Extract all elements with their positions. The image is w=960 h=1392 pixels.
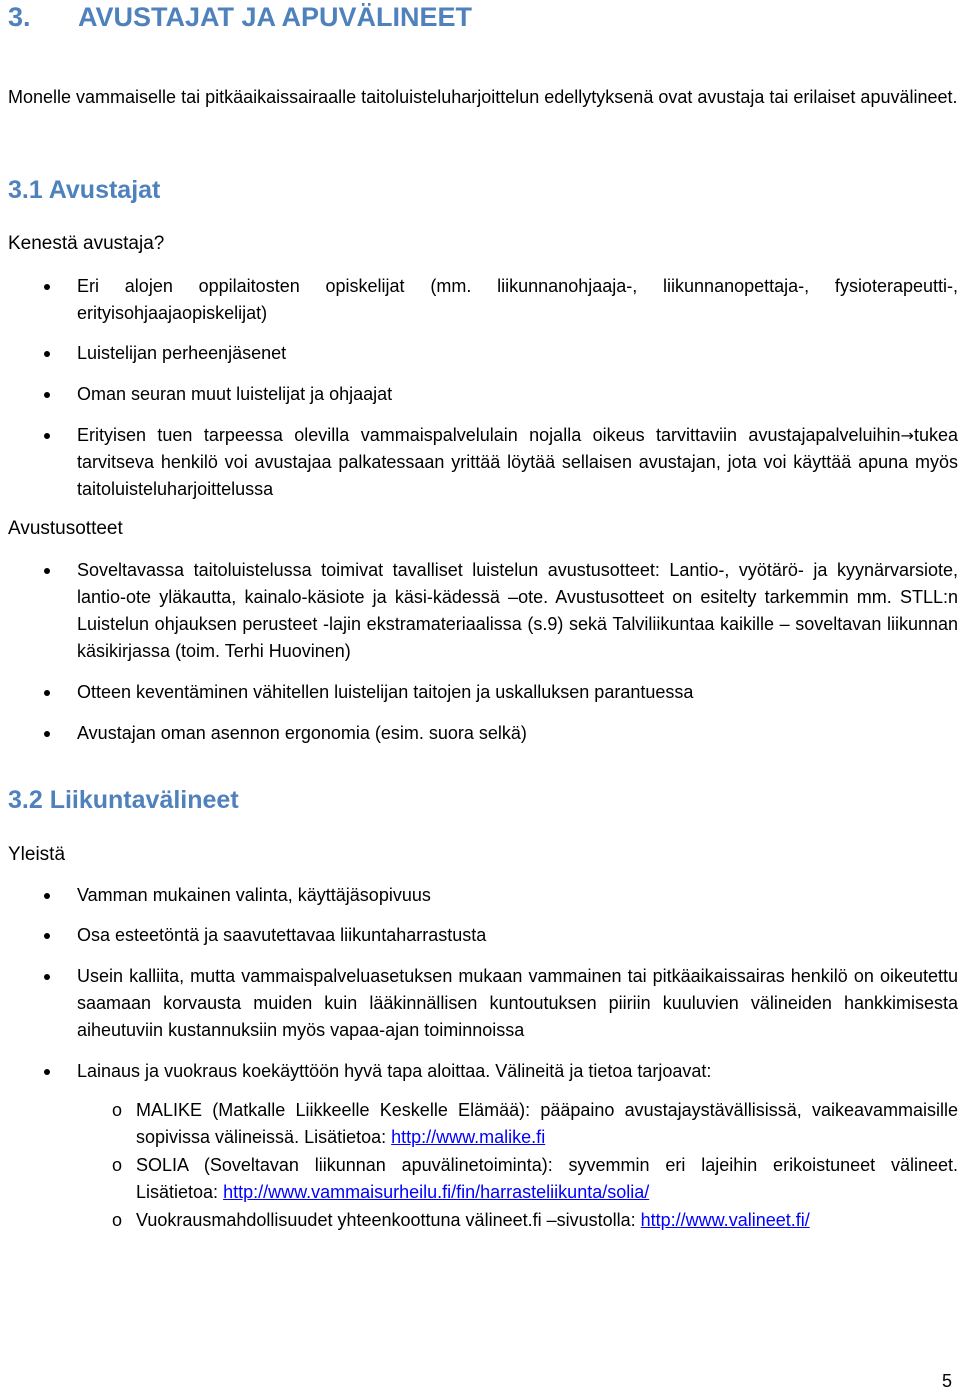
malike-link[interactable]: http://www.malike.fi [391, 1127, 546, 1147]
chapter-heading [8, 1, 472, 33]
bullet-icon [44, 1069, 50, 1075]
section-2-title: 3.2 Liikuntavälineet [8, 786, 239, 814]
list-item [8, 381, 958, 408]
circle-bullet-icon: o [112, 1210, 123, 1230]
who-heading: Kenestä avustaja? [8, 233, 165, 254]
bullet-icon [44, 568, 50, 574]
grips-heading: Avustusotteet [8, 518, 123, 539]
list-item [8, 557, 958, 665]
sub-item-text: MALIKE (Matkalle Liikkeelle Keskelle Elämää): pääpaino avustajaystävällisissä, vaikeavammaisille sopivissa välineissä. Lisätietoa: [136, 1100, 958, 1147]
sub-list-item-text [136, 1152, 958, 1206]
list-item-text [77, 422, 958, 503]
list-item-text: Eri alojen oppilaitosten opiskelijat (mm. liikunnanohjaaja-, liikunnanopettaja-, fysioterapeutti-, erityisohjaajaopiskelijat) [77, 276, 958, 323]
special-item-end: tukea tarvitseva henkilö voi avustajaa palkatessaan yrittää löytää sellaisen avustajan, jota voi käyttää apuna myös taitoluisteluharjoittelussa [77, 425, 958, 499]
bullet-icon [44, 690, 50, 696]
solia-link[interactable]: http://www.vammaisurheilu.fi/fin/harrasteliikunta/solia/ [223, 1182, 650, 1202]
list-item-text: Soveltavassa taitoluistelussa toimivat tavalliset luistelun avustusotteet: Lantio-, vyötärö- ja kyynärvarsiote, lantio-ote yläkautta, kainalo-käsiote ja käsi-kädessä –ote. Avustusotteet on esitelty tarkemmin mm. STLL:n Luistelun ohjauksen perusteet -lajin ekstramateriaalissa (s.9) sekä Talviliikuntaa kaikille – soveltavan liikunnan käsikirjassa (toim. Terhi Huovinen) [77, 560, 958, 661]
list-item [8, 340, 958, 367]
list-item-text: Otteen keventäminen vähitellen luistelijan taitojen ja uskalluksen parantuessa [77, 682, 694, 702]
sub-item-text: Vuokrausmahdollisuudet yhteenkoottuna välineet.fi –sivustolla: [136, 1210, 641, 1230]
page-number: 5 [941, 1371, 952, 1391]
sub-list-item-text [136, 1097, 958, 1151]
chapter-number: 3. [8, 2, 31, 32]
list-item [8, 882, 958, 909]
section-1-title: 3.1 Avustajat [8, 176, 161, 204]
intro-paragraph: Monelle vammaiselle tai pitkäaikaissairaalle taitoluisteluharjoittelun edellytyksenä ovat avustaja tai erilaiset apuvälineet. [8, 87, 958, 107]
sub-list-item [112, 1152, 958, 1206]
list-item [8, 1058, 958, 1085]
bullet-icon [44, 284, 50, 290]
bullet-icon [44, 433, 50, 439]
sub-list-item [112, 1207, 958, 1234]
list-item [8, 922, 958, 949]
circle-bullet-icon: o [112, 1100, 123, 1120]
bullet-icon [44, 731, 50, 737]
bullet-icon [44, 893, 50, 899]
list-item-text: Osa esteetöntä ja saavutettavaa liikuntaharrastusta [77, 925, 487, 945]
sub-item-text: SOLIA (Soveltavan liikunnan apuvälinetoiminta): syvemmin eri lajeihin erikoistuneet välineet. Lisätietoa: [136, 1155, 958, 1202]
list-item [8, 720, 958, 747]
sub-list-item [112, 1097, 958, 1151]
list-item-text: Avustajan oman asennon ergonomia (esim. suora selkä) [77, 723, 527, 743]
list-item-text: Usein kalliita, mutta vammaispalveluasetuksen mukaan vammainen tai pitkäaikaissairas henkilö on oikeutettu saamaan korvausta muiden kuin lääkinnällisen kuntoutuksen piiriin kuuluvien välineiden hankkimisesta aiheutuviin kustannuksiin myös vapaa-ajan toiminnoissa [77, 966, 958, 1040]
list-item-text: Oman seuran muut luistelijat ja ohjaajat [77, 384, 393, 404]
special-item-start: Erityisen tuen tarpeessa olevilla vammaispalvelulain nojalla oikeus tarvittaviin avustajapalveluihin [77, 425, 901, 445]
list-item [8, 963, 958, 1044]
bullet-icon [44, 933, 50, 939]
circle-bullet-icon: o [112, 1155, 123, 1175]
valineet-link[interactable]: http://www.valineet.fi/ [640, 1210, 810, 1230]
list-item-text: Luistelijan perheenjäsenet [77, 343, 287, 363]
arrow-right-icon: → [900, 426, 914, 445]
list-item-text: Lainaus ja vuokraus koekäyttöön hyvä tapa aloittaa. Välineitä ja tietoa tarjoavat: [77, 1061, 712, 1081]
bullet-icon [44, 392, 50, 398]
list-item [8, 273, 958, 327]
list-item [8, 679, 958, 706]
list-item-text: Vamman mukainen valinta, käyttäjäsopivuus [77, 885, 431, 905]
bullet-icon [44, 974, 50, 980]
general-heading: Yleistä [8, 844, 66, 865]
sub-list-item-text [136, 1207, 958, 1234]
bullet-icon [44, 351, 50, 357]
chapter-title: AVUSTAJAT JA APUVÄLINEET [78, 2, 473, 32]
list-item [8, 422, 958, 503]
